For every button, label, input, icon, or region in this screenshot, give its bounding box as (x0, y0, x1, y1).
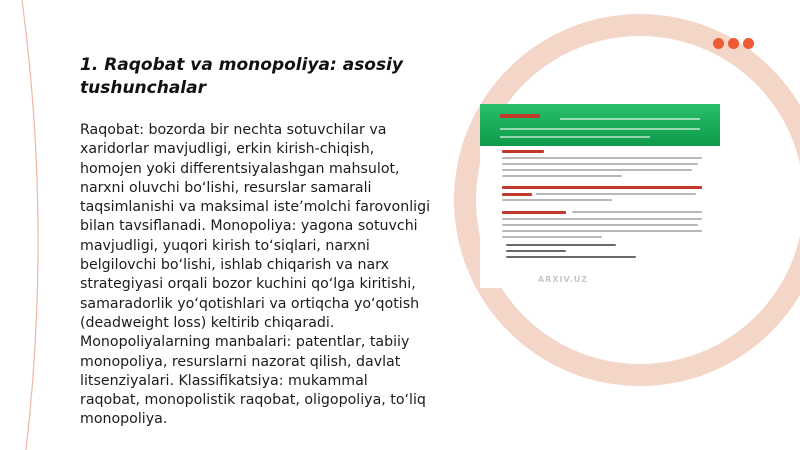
document-thumbnail (480, 104, 720, 288)
thumbnail-line (502, 224, 698, 226)
thumbnail-line (502, 211, 566, 214)
slide-title: 1. Raqobat va monopoliya: asosiy tushunchalar (80, 55, 404, 98)
thumbnail-line (502, 175, 622, 177)
thumbnail-line (572, 211, 702, 213)
thumbnail-line (536, 193, 696, 195)
thumbnail-line (502, 163, 698, 165)
thumbnail-line (502, 218, 702, 220)
thumbnail-header-line (560, 118, 700, 120)
thumbnail-line (502, 193, 532, 196)
dot (743, 38, 754, 49)
thumbnail-line (506, 256, 636, 258)
thumbnail-line (502, 150, 544, 153)
thumbnail-header (480, 104, 720, 146)
thumbnail-line (502, 169, 692, 171)
thumbnail-header-title (500, 114, 540, 118)
thumbnail-line (502, 186, 702, 189)
thumbnail-line (502, 236, 602, 238)
thumbnail-line (506, 250, 566, 252)
dot (728, 38, 739, 49)
left-arc (22, 0, 38, 450)
thumbnail-line (502, 157, 702, 159)
thumbnail-line (506, 244, 616, 246)
thumbnail-header-line (500, 136, 650, 138)
thumbnail-watermark: ARXIV.UZ (538, 275, 588, 284)
thumbnail-line (502, 199, 612, 201)
dot (713, 38, 724, 49)
dots-icon (713, 38, 754, 49)
thumbnail-line (502, 230, 702, 232)
slide-body: Raqobat: bozorda bir nechta sotuvchilar va xaridorlar mavjudligi, erkin kirish-chiqish, homojen yoki differentsiyalashgan mahsulot, narxni oluvchi boʻlishi, resurslar samarali taqsimlanishi va maksimal isteʼmolchi farovonligi bilan tavsiflanadi. Monopoliya: yagona sotuvchi mavjudligi, yuqori kirish toʻsiqlari, narxni belgilovchi boʻlishi, ishlab chiqarish va narx strategiyasi orqali bozor kuchini qoʻlga kiritishi, samaradorlik yoʻqotishlari va ortiqcha yoʻqotish (deadweight loss) keltirib chiqaradi. Monopoliyalarning manbalari: patentlar, tabiiy monopoliya, resurslarni nazorat qilish, davlat litsenziyalari. Klassifikatsiya: mukammal raqobat, monopolistik raqobat, oligopoliya, toʻliq monopoliya. (80, 122, 431, 428)
thumbnail-header-line (500, 128, 700, 130)
